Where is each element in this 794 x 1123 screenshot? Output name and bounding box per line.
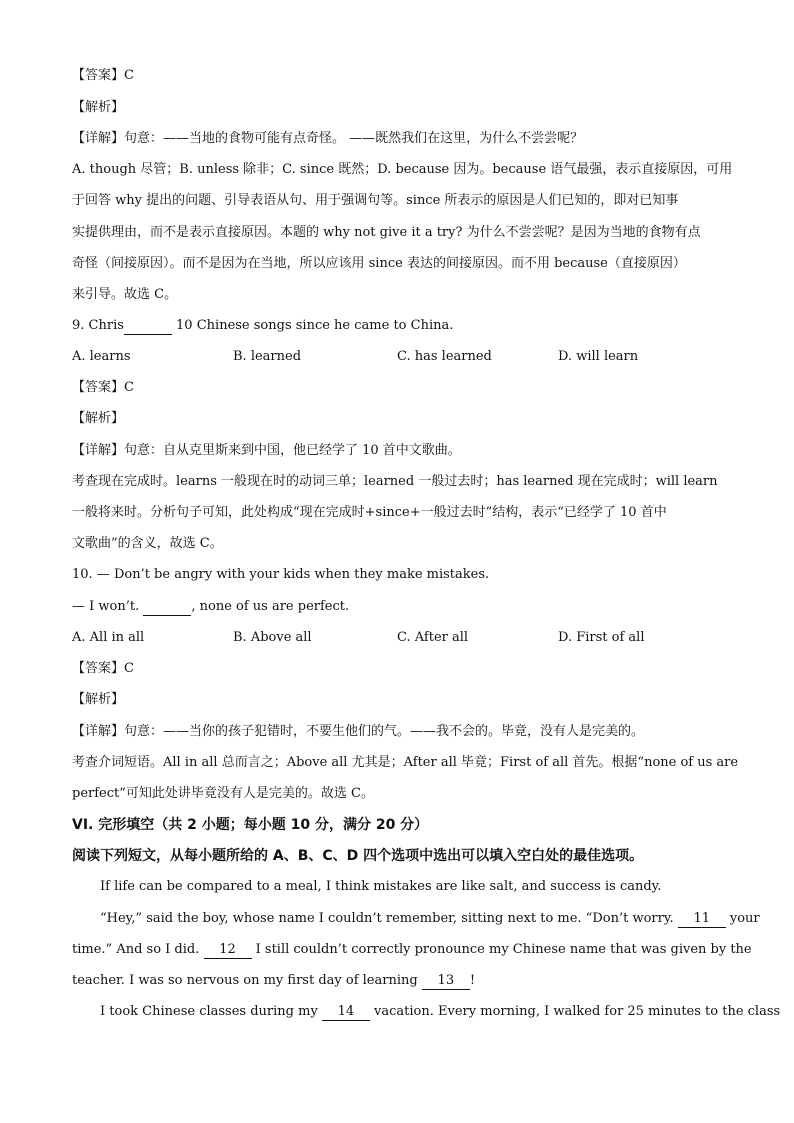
q9-detail-2: 考查现在完成时。learns 一般现在时的动词三单；learned 一般过去时；has learned 现在完成时；will learn bbox=[72, 474, 718, 489]
passage-text: I took Chinese classes during my bbox=[100, 1004, 322, 1019]
blank-12: 12 bbox=[204, 942, 252, 959]
q10-detail-1: 【详解】句意：——当你的孩子犯错时，不要生他们的气。——我不会的。毕竟，没有人是完美的。 bbox=[72, 724, 645, 739]
section-instruction: 阅读下列短文，从每小题所给的 A、B、C、D 四个选项中选出可以填入空白处的最佳选项。 bbox=[72, 848, 644, 864]
q10-option-c: C. After all bbox=[397, 630, 469, 645]
q9-detail-1: 【详解】句意：自从克里斯来到中国，他已经学了 10 首中文歌曲。 bbox=[72, 443, 461, 458]
passage-text: I still couldn’t correctly pronounce my Chinese name that was given by the bbox=[251, 942, 752, 957]
q10-stem-2 bbox=[72, 599, 722, 616]
q10-option-d: D. First of all bbox=[558, 630, 645, 645]
q10-options bbox=[72, 630, 722, 646]
q10-stem-2-pre: — I won’t. bbox=[72, 599, 144, 614]
passage-text: teacher. I was so nervous on my first day of learning bbox=[72, 973, 422, 988]
q9-detail-4: 文歌曲”的含义，故选 C。 bbox=[72, 536, 223, 551]
q10-stem-2-post: , none of us are perfect. bbox=[191, 599, 350, 614]
q8-detail-5: 奇怪（间接原因）。而不是因为在当地，所以应该用 since 表达的间接原因。而不用 because（直接原因） bbox=[72, 256, 686, 271]
q10-detail-3: perfect”可知此处讲毕竟没有人是完美的。故选 C。 bbox=[72, 786, 374, 801]
q10-detail-2: 考查介词短语。All in all 总而言之；Above all 尤其是；After all 毕竟；First of all 首先。根据“none of us are bbox=[72, 755, 739, 770]
q9-option-d: D. will learn bbox=[558, 349, 639, 364]
q10-blank bbox=[143, 599, 191, 616]
q9-option-a: A. learns bbox=[72, 349, 131, 364]
q8-detail-3: 于回答 why 提出的问题、引导表语从句、用于强调句等。since 所表示的原因是人们已知的，即对已知事 bbox=[72, 193, 679, 208]
q9-stem-post: 10 Chinese songs since he came to China. bbox=[171, 318, 454, 333]
q8-answer: 【答案】C bbox=[72, 68, 134, 83]
passage-paragraph-3-line-1 bbox=[100, 1004, 781, 1021]
passage-paragraph-2-line-1 bbox=[100, 911, 760, 928]
passage-text: ! bbox=[469, 973, 476, 988]
passage-text: vacation. Every morning, I walked for 25 minutes to the class bbox=[369, 1004, 781, 1019]
q8-detail-6: 来引导。故选 C。 bbox=[72, 287, 178, 302]
q10-stem-1: 10. — Don’t be angry with your kids when they make mistakes. bbox=[72, 567, 490, 582]
q9-analysis-label: 【解析】 bbox=[72, 411, 125, 426]
section-title: VI. 完形填空（共 2 小题；每小题 10 分，满分 20 分） bbox=[72, 817, 429, 833]
q10-option-a: A. All in all bbox=[72, 630, 145, 645]
q8-detail-2: A. though 尽管；B. unless 除非；C. since 既然；D. because 因为。because 语气最强，表示直接原因，可用 bbox=[72, 162, 733, 177]
q9-stem-pre: 9. Chris bbox=[72, 318, 124, 333]
blank-13: 13 bbox=[422, 973, 470, 990]
q9-detail-3: 一般将来时。分析句子可知，此处构成“现在完成时+since+一般过去时”结构，表示“已经学了 10 首中 bbox=[72, 505, 667, 520]
passage-paragraph-1: If life can be compared to a meal, I think mistakes are like salt, and success is candy. bbox=[100, 879, 662, 894]
passage-text: time.” And so I did. bbox=[72, 942, 204, 957]
q10-answer: 【答案】C bbox=[72, 661, 134, 676]
passage-text: your bbox=[725, 911, 760, 926]
blank-14: 14 bbox=[322, 1004, 370, 1021]
q8-analysis-label: 【解析】 bbox=[72, 100, 125, 115]
blank-11: 11 bbox=[678, 911, 726, 928]
q9-option-b: B. learned bbox=[233, 349, 302, 364]
q8-detail-4: 实提供理由，而不是表示直接原因。本题的 why not give it a try? 为什么不尝尝呢？是因为当地的食物有点 bbox=[72, 225, 701, 240]
q9-options bbox=[72, 349, 722, 365]
q10-option-b: B. Above all bbox=[233, 630, 312, 645]
passage-paragraph-2-line-3 bbox=[72, 973, 722, 990]
q9-stem bbox=[72, 318, 722, 335]
q9-blank bbox=[124, 318, 172, 335]
q9-option-c: C. has learned bbox=[397, 349, 492, 364]
q8-detail-1: 【详解】句意：——当地的食物可能有点奇怪。 ——既然我们在这里，为什么不尝尝呢？ bbox=[72, 131, 584, 146]
passage-text: “Hey,” said the boy, whose name I couldn’t remember, sitting next to me. “Don’t worry. bbox=[100, 911, 678, 926]
q9-answer: 【答案】C bbox=[72, 380, 134, 395]
passage-paragraph-2-line-2 bbox=[72, 942, 752, 959]
q10-analysis-label: 【解析】 bbox=[72, 692, 125, 707]
